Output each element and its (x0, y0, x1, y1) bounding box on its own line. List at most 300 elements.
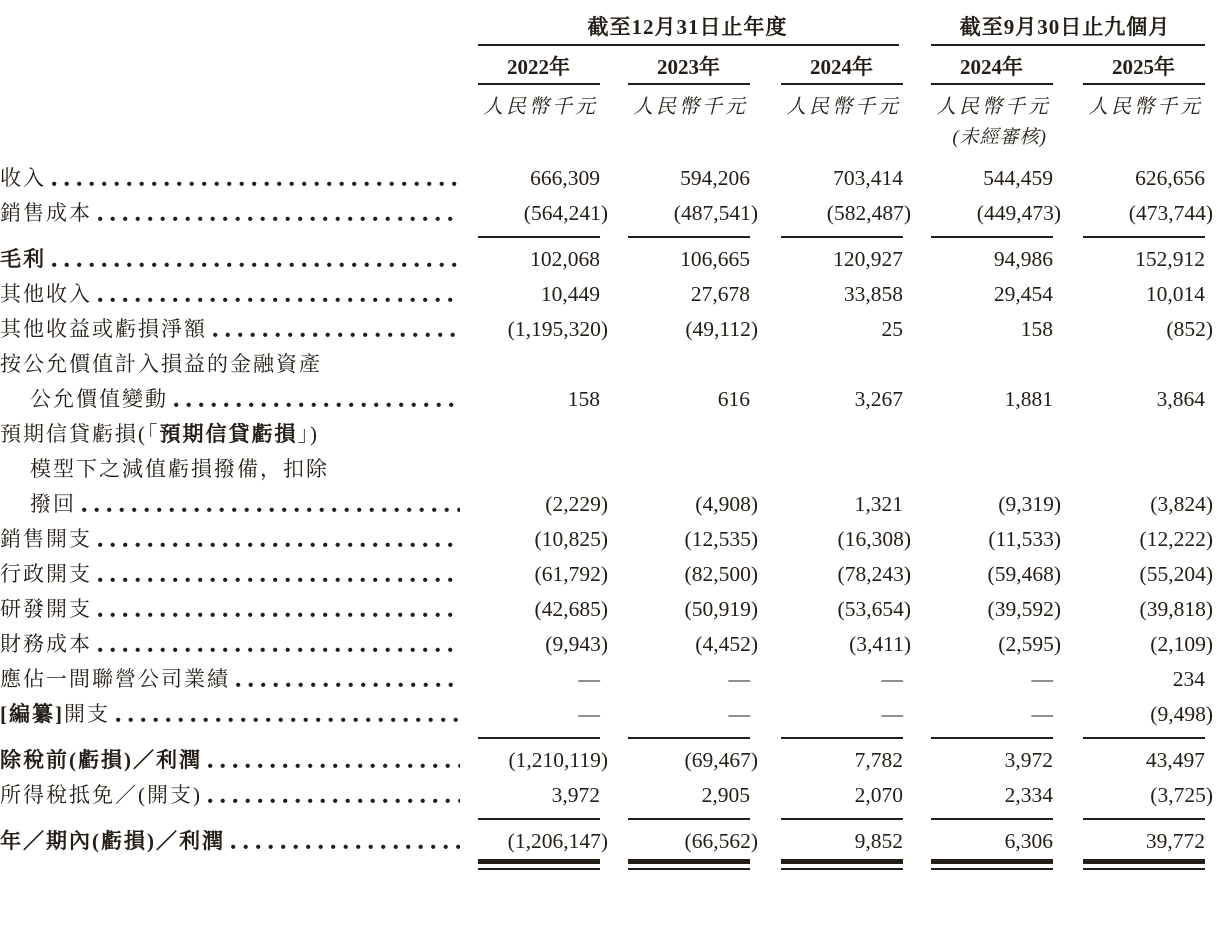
value: (61,792) (534, 562, 608, 586)
value: (2,109) (1150, 632, 1213, 656)
value: (78,243) (837, 562, 911, 586)
table-row (0, 277, 1232, 312)
table-row (0, 743, 1232, 778)
row-label (0, 522, 472, 557)
value-cell (1053, 522, 1213, 557)
value-cell (903, 487, 1061, 522)
value-cell (600, 522, 758, 557)
row-label-segment: 收入 (0, 166, 46, 190)
value: (3,411) (849, 632, 911, 656)
value: 2,905 (701, 783, 750, 807)
table-row (0, 417, 1232, 452)
row-label-segment: 按公允價值計入損益的金融資產 (0, 352, 322, 376)
rule-row (0, 231, 1232, 242)
value-cell (1053, 743, 1205, 778)
table-row (0, 242, 1232, 277)
column-group-annual-rule (478, 44, 899, 46)
rule-cell (472, 737, 600, 739)
column-rule (781, 236, 903, 238)
value-cell (1053, 242, 1205, 277)
value-cell (1053, 161, 1205, 196)
value-cell (903, 196, 1061, 231)
row-label-segment: 開支 (64, 702, 110, 726)
rule-cell (1053, 236, 1205, 238)
value-cell (472, 743, 608, 778)
value: (3,725) (1150, 783, 1213, 807)
year-header-col-2 (600, 54, 750, 85)
rule-cell (472, 859, 600, 870)
year-header-col-1 (472, 54, 600, 85)
value-cell (600, 557, 758, 592)
rule-cell (600, 236, 750, 238)
value-cell (1053, 824, 1205, 859)
dot-leader (208, 763, 460, 769)
year-header-label: 2025年 (1112, 55, 1175, 79)
value: 234 (1172, 667, 1205, 691)
column-group-row (0, 12, 1232, 46)
value: (49,112) (685, 317, 758, 341)
column-rule (1083, 818, 1205, 820)
table-row (0, 627, 1232, 662)
value: 3,267 (854, 387, 903, 411)
dot-leader (98, 612, 460, 618)
row-label (0, 557, 472, 592)
rule-cell (600, 859, 750, 870)
rule-cell (903, 859, 1053, 870)
row-label (0, 697, 472, 732)
value-cell (750, 417, 903, 452)
dot-leader (52, 262, 460, 268)
value-cell (600, 824, 758, 859)
value-cell (750, 312, 903, 347)
value: 626,656 (1135, 166, 1205, 190)
value-cell (600, 161, 750, 196)
row-label (0, 627, 472, 662)
value-cell (472, 277, 600, 312)
value-cell (600, 277, 750, 312)
unit-label: 人民幣千元 (786, 96, 901, 118)
row-label (0, 196, 472, 231)
value: (39,592) (987, 597, 1061, 621)
rule-cell (1053, 737, 1205, 739)
value-cell (1053, 312, 1213, 347)
column-rule (1083, 236, 1205, 238)
rule-row (0, 813, 1232, 824)
dot-leader (52, 181, 460, 187)
value: 7,782 (854, 748, 903, 772)
column-rule (628, 737, 750, 739)
dot-leader (236, 682, 460, 688)
value: (50,919) (684, 597, 758, 621)
value-cell (600, 662, 750, 697)
value-cell (903, 161, 1053, 196)
value-cell (750, 592, 911, 627)
rule-cell (750, 859, 903, 870)
value-cell (903, 778, 1053, 813)
value-cell (750, 452, 903, 487)
value-cell (472, 557, 608, 592)
value: 1,881 (1004, 387, 1053, 411)
value-cell (472, 697, 600, 732)
column-rule (628, 818, 750, 820)
year-header-rule (478, 83, 600, 85)
value: 616 (717, 387, 750, 411)
value: (16,308) (837, 527, 911, 551)
unit-label: 人民幣千元 (633, 96, 748, 118)
value-cell (750, 522, 911, 557)
rule-cell (750, 236, 903, 238)
value-cell (472, 522, 608, 557)
header-label-spacer (0, 12, 472, 46)
value-cell (472, 824, 608, 859)
row-label-segment: 應佔一間聯營公司業績 (0, 667, 230, 691)
table-row (0, 487, 1232, 522)
dot-leader (98, 542, 460, 548)
table-row (0, 697, 1232, 732)
value: (4,908) (695, 492, 758, 516)
column-rule (628, 236, 750, 238)
row-label-segment: 模型下之減值虧損撥備，扣除 (30, 457, 329, 481)
row-label-segment: 撥回 (30, 492, 76, 516)
row-label-segment: 除稅前(虧損)／利潤 (0, 748, 202, 772)
dot-leader (174, 402, 460, 408)
value-cell (472, 347, 600, 382)
value: (12,222) (1139, 527, 1213, 551)
value-cell (472, 778, 600, 813)
value-cell (1053, 662, 1205, 697)
value: (4,452) (695, 632, 758, 656)
table-row (0, 382, 1232, 417)
double-rule (781, 859, 903, 870)
value: (55,204) (1139, 562, 1213, 586)
value: 1,321 (854, 492, 903, 516)
value: — (728, 702, 750, 726)
value-cell (472, 662, 600, 697)
year-header-col-4 (903, 54, 1053, 85)
column-rule (1083, 737, 1205, 739)
value: — (578, 667, 600, 691)
value: (3,824) (1150, 492, 1213, 516)
unit-label: 人民幣千元 (936, 96, 1051, 118)
table-row (0, 522, 1232, 557)
value: (487,541) (673, 201, 758, 225)
value-cell (472, 452, 600, 487)
rule-cell (600, 737, 750, 739)
value-cell (903, 452, 1053, 487)
value: — (1031, 702, 1053, 726)
value-cell (1053, 778, 1213, 813)
column-group-interim-rule (931, 44, 1205, 46)
value-cell (903, 382, 1053, 417)
unit-row (0, 91, 1232, 123)
value-cell (750, 662, 903, 697)
value-cell (750, 487, 903, 522)
year-header-row (0, 54, 1232, 85)
value-cell (750, 161, 903, 196)
row-label (0, 382, 472, 417)
value: 39,772 (1145, 829, 1205, 853)
row-label (0, 312, 472, 347)
value: 25 (881, 317, 903, 341)
value-cell (472, 417, 600, 452)
value: (9,498) (1150, 702, 1213, 726)
value-cell (903, 627, 1061, 662)
value-cell (903, 743, 1053, 778)
dot-leader (213, 332, 460, 338)
column-rule (478, 737, 600, 739)
value: 3,864 (1156, 387, 1205, 411)
value: — (881, 667, 903, 691)
value: 10,449 (540, 282, 600, 306)
value: — (881, 702, 903, 726)
rule-cell (750, 818, 903, 820)
unaudited-spacer (750, 123, 903, 153)
dot-leader (116, 717, 460, 723)
value: 27,678 (690, 282, 750, 306)
value: (39,818) (1139, 597, 1213, 621)
value: (1,195,320) (507, 317, 608, 341)
value: (9,319) (998, 492, 1061, 516)
table-row (0, 592, 1232, 627)
unaudited-spacer (0, 123, 472, 153)
value-cell (600, 627, 758, 662)
row-label (0, 452, 472, 487)
value-cell (750, 743, 903, 778)
value-cell (750, 778, 903, 813)
value-cell (1053, 487, 1213, 522)
dot-leader (231, 844, 460, 850)
value-cell (903, 557, 1061, 592)
value: (53,654) (837, 597, 911, 621)
value-cell (600, 312, 758, 347)
year-header-rule (781, 83, 903, 85)
value: 33,858 (843, 282, 903, 306)
row-label-segment: 公允價值變動 (30, 387, 168, 411)
table-row (0, 347, 1232, 382)
dot-leader (82, 507, 460, 513)
value-cell (750, 627, 911, 662)
dot-leader (98, 216, 460, 222)
value-cell (600, 743, 758, 778)
rule-cell (903, 818, 1053, 820)
value: 2,334 (1004, 783, 1053, 807)
row-label-segment: 財務成本 (0, 632, 92, 656)
unaudited-spacer (1053, 123, 1205, 153)
year-header-label: 2023年 (657, 55, 720, 79)
year-header-label: 2024年 (810, 55, 873, 79)
rule-cell (750, 737, 903, 739)
value: (582,487) (826, 201, 911, 225)
table-body (0, 161, 1232, 877)
row-label-segment: 」) (297, 422, 319, 446)
value-cell (903, 592, 1061, 627)
value-cell (472, 487, 608, 522)
column-rule (931, 737, 1053, 739)
dot-leader (98, 577, 460, 583)
rule-cell (472, 818, 600, 820)
value: — (578, 702, 600, 726)
double-rule (931, 859, 1053, 870)
rule-cell (600, 818, 750, 820)
value: 10,014 (1145, 282, 1205, 306)
value: 158 (1020, 317, 1053, 341)
value-cell (600, 242, 750, 277)
unaudited-spacer (600, 123, 750, 153)
value-cell (472, 312, 608, 347)
value: 544,459 (983, 166, 1053, 190)
unaudited-note: (未經審核) (952, 127, 1047, 148)
value-cell (1053, 557, 1213, 592)
value: (2,595) (998, 632, 1061, 656)
value: (66,562) (684, 829, 758, 853)
value-cell (750, 697, 903, 732)
table-row (0, 778, 1232, 813)
double-rule (1083, 859, 1205, 870)
table-row (0, 662, 1232, 697)
value-cell (1053, 417, 1205, 452)
column-rule (478, 236, 600, 238)
value-cell (600, 778, 750, 813)
value: 102,068 (530, 247, 600, 271)
value-cell (472, 382, 600, 417)
value-cell (1053, 592, 1213, 627)
value-cell (600, 592, 758, 627)
value: 9,852 (854, 829, 903, 853)
year-header-rule (931, 83, 1053, 85)
value: (1,210,119) (508, 748, 608, 772)
value: 152,912 (1135, 247, 1205, 271)
value-cell (1053, 347, 1205, 382)
value: 594,206 (680, 166, 750, 190)
rule-cell (1053, 818, 1205, 820)
value-cell (472, 627, 608, 662)
dot-leader (208, 798, 460, 804)
row-label-segment: 所得稅抵免／(開支) (0, 783, 202, 807)
table-row (0, 161, 1232, 196)
value: (82,500) (684, 562, 758, 586)
value-cell (750, 347, 903, 382)
year-header-col-3 (750, 54, 903, 85)
value-cell (600, 452, 750, 487)
value: 43,497 (1145, 748, 1205, 772)
double-rule (478, 859, 600, 870)
row-label-segment: 銷售成本 (0, 201, 92, 225)
year-header-rule (628, 83, 750, 85)
value-cell (903, 347, 1053, 382)
value-cell (472, 592, 608, 627)
column-group-interim-title: 截至9月30日止九個月 (959, 15, 1171, 39)
row-label (0, 592, 472, 627)
value-cell (903, 277, 1053, 312)
value: (2,229) (545, 492, 608, 516)
value-cell (903, 697, 1053, 732)
column-rule (781, 737, 903, 739)
value-cell (903, 824, 1053, 859)
value-cell (903, 662, 1053, 697)
value: (1,206,147) (507, 829, 608, 853)
unit-label: 人民幣千元 (483, 96, 598, 118)
value: (12,535) (684, 527, 758, 551)
value-cell (600, 382, 750, 417)
dot-leader (98, 297, 460, 303)
unaudited-note-row (0, 123, 1232, 153)
value: 120,927 (833, 247, 903, 271)
value-cell (903, 522, 1061, 557)
column-rule (931, 818, 1053, 820)
row-label-segment: 年／期內(虧損)／利潤 (0, 829, 225, 853)
value: 158 (567, 387, 600, 411)
value-cell (472, 161, 600, 196)
unaudited-spacer (472, 123, 600, 153)
value: (42,685) (534, 597, 608, 621)
row-label-segment: 研發開支 (0, 597, 92, 621)
row-label-segment: 行政開支 (0, 562, 92, 586)
value: (564,241) (523, 201, 608, 225)
row-label (0, 277, 472, 312)
column-group-interim (903, 12, 1205, 46)
value-cell (1053, 697, 1213, 732)
value: — (728, 667, 750, 691)
row-label-segment: 銷售開支 (0, 527, 92, 551)
table-row (0, 824, 1232, 859)
value-cell (903, 312, 1053, 347)
row-label-segment: 其他收入 (0, 282, 92, 306)
table-row (0, 452, 1232, 487)
table-row (0, 312, 1232, 347)
row-label (0, 161, 472, 196)
row-label (0, 824, 472, 859)
unit-label: 人民幣千元 (1088, 96, 1203, 118)
value-cell (750, 824, 903, 859)
value-cell (903, 417, 1053, 452)
value-cell (750, 382, 903, 417)
value-cell (600, 196, 758, 231)
rule-row (0, 732, 1232, 743)
value: 106,665 (680, 247, 750, 271)
rule-cell (1053, 859, 1205, 870)
row-label-segment: 預期信貸虧損(「 (0, 422, 160, 446)
value-cell (903, 242, 1053, 277)
year-header-col-5 (1053, 54, 1205, 85)
value: (69,467) (684, 748, 758, 772)
row-label-segment: 其他收益或虧損淨額 (0, 317, 207, 341)
table-row (0, 196, 1232, 231)
value: 6,306 (1004, 829, 1053, 853)
row-label-segment: 毛利 (0, 247, 46, 271)
value-cell (600, 417, 750, 452)
value: 3,972 (1004, 748, 1053, 772)
value: (852) (1166, 317, 1213, 341)
value: (59,468) (987, 562, 1061, 586)
value-cell (472, 242, 600, 277)
row-label-segment: [編纂] (0, 702, 64, 726)
rule-cell (903, 737, 1053, 739)
value: (10,825) (534, 527, 608, 551)
dot-leader (98, 647, 460, 653)
value-cell (750, 196, 911, 231)
rule-cell (903, 236, 1053, 238)
value: 94,986 (993, 247, 1053, 271)
value: 3,972 (551, 783, 600, 807)
row-label (0, 487, 472, 522)
value-cell (472, 196, 608, 231)
value: (473,744) (1128, 201, 1213, 225)
value: (449,473) (976, 201, 1061, 225)
value-cell (750, 557, 911, 592)
row-label (0, 662, 472, 697)
value: — (1031, 667, 1053, 691)
column-group-annual-title: 截至12月31日止年度 (587, 15, 788, 39)
